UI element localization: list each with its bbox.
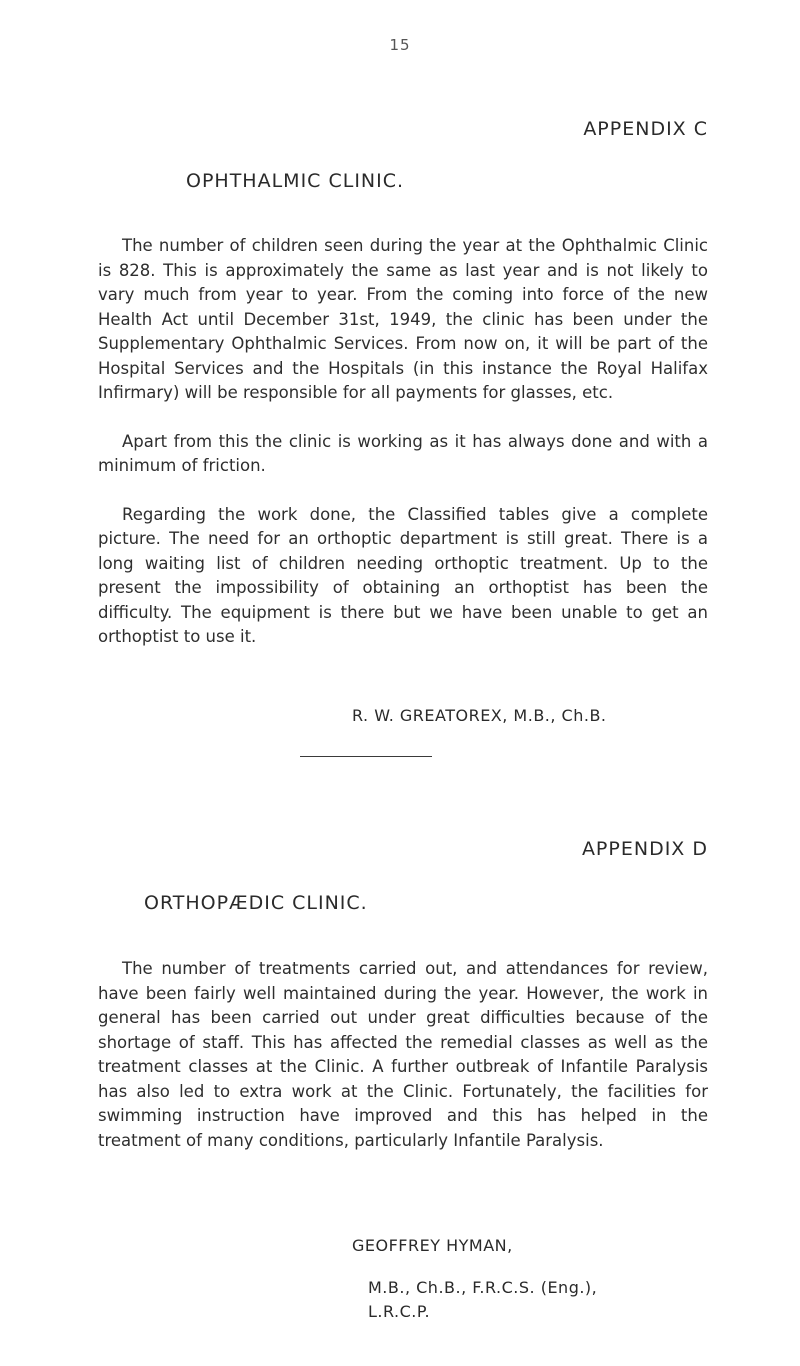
appendix-d-body xyxy=(98,957,708,1153)
appendix-d-signature-quals-1: M.B., Ch.B., F.R.C.S. (Eng.), xyxy=(368,1278,598,1297)
appendix-c-signature: R. W. GREATOREX, M.B., Ch.B. xyxy=(352,706,607,725)
orthopaedic-clinic-title: ORTHOPÆDIC CLINIC. xyxy=(144,892,368,914)
appendix-d-signature-name: GEOFFREY HYMAN, xyxy=(352,1236,513,1255)
page-number: 15 xyxy=(389,36,411,54)
appendix-c-paragraph-3: Regarding the work done, the Classified tables give a complete picture. The need for an orthoptic department is still great. There is a long waiting list of children needing orthoptic treatment. Up to the present the impossibility of obtaining an orthoptist has been the difficulty. The equipment is there but we have been unable to get an orthoptist to use it. xyxy=(98,504,708,646)
appendix-d-paragraph-1: The number of treatments carried out, and attendances for review, have been fairly well maintained during the year. However, the work in general has been carried out under great difficulties because of the shortage of staff. This has affected the remedial classes as well as the treatment classes at the Clinic. A further outbreak of Infantile Paralysis has also led to extra work at the Clinic. Fortunately, the facilities for swimming instruction have improved and this has helped in the treatment of many conditions, particularly Infantile Paralysis. xyxy=(98,959,708,1150)
section-divider xyxy=(300,756,432,757)
appendix-d-section xyxy=(98,838,708,914)
appendix-c-body xyxy=(98,234,708,650)
ophthalmic-clinic-title: OPHTHALMIC CLINIC. xyxy=(186,170,405,192)
appendix-c-paragraph-2: Apart from this the clinic is working as it has always done and with a minimum of friction. xyxy=(98,431,708,475)
appendix-c-heading: APPENDIX C xyxy=(583,118,708,140)
appendix-c-paragraph-1: The number of children seen during the year at the Ophthalmic Clinic is 828. This is approximately the same as last year and is not likely to vary much from year to year. From the coming into force of the new Health Act until December 31st, 1949, the clinic has been under the Supplementary Ophthalmic Services. From now on, it will be part of the Hospital Services and the Hospitals (in this instance the Royal Halifax Infirmary) will be responsible for all payments for glasses, etc. xyxy=(98,236,708,402)
appendix-d-heading: APPENDIX D xyxy=(581,838,708,860)
appendix-d-signature-quals-2: L.R.C.P. xyxy=(368,1302,431,1321)
appendix-c-section xyxy=(98,118,708,192)
